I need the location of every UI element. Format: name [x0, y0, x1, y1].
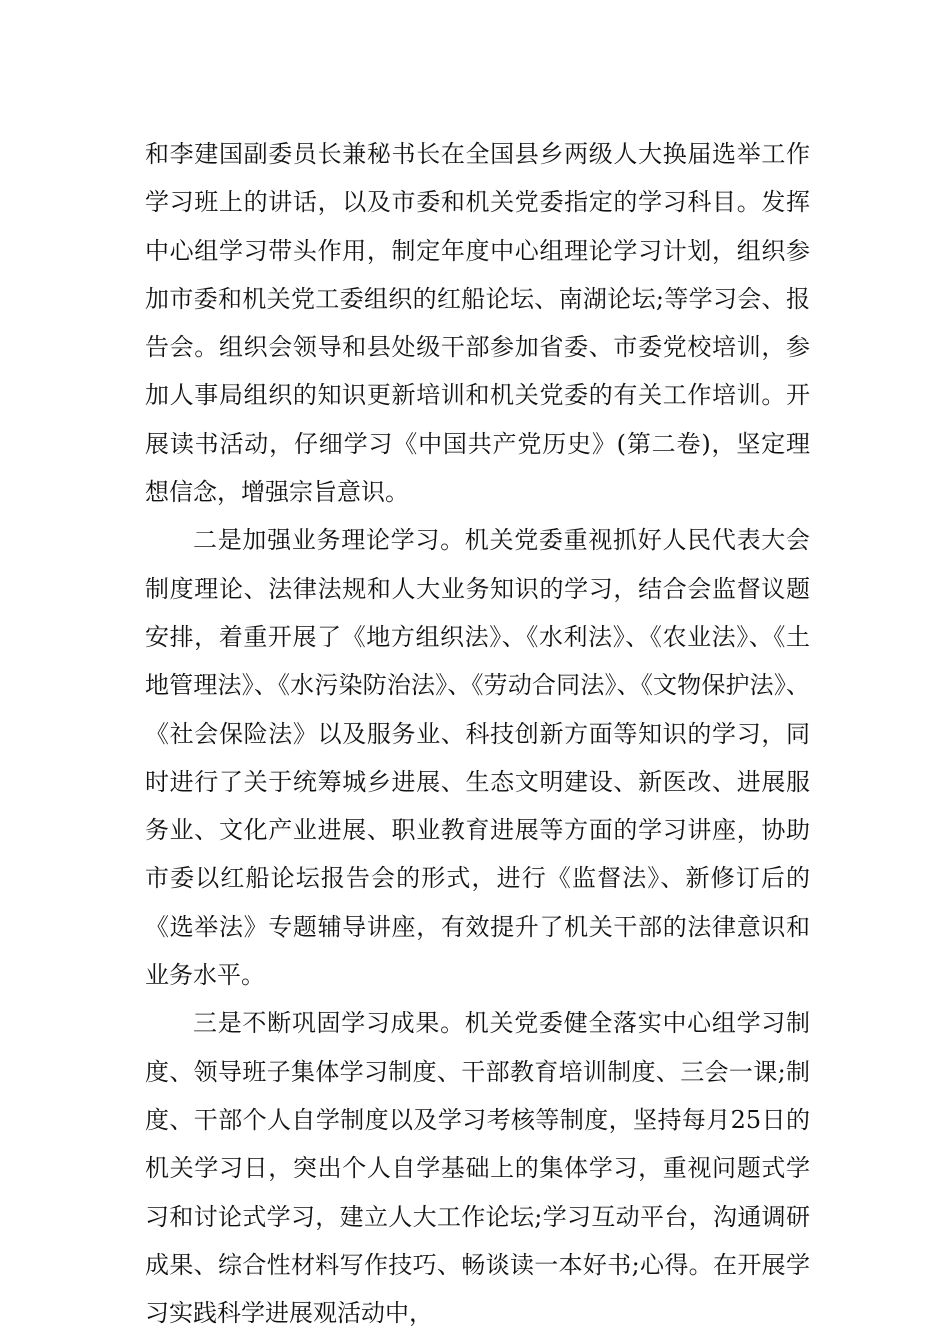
paragraph-business-theory-study: 二是加强业务理论学习。机关党委重视抓好人民代表大会制度理论、法律法规和人大业务知识的学习，结合会监督议题安排，着重开展了《地方组织法》、《水利法》、《农业法》、《土地管理法》、《水污染防治法》、《劳动合同法》、《文物保护法》、《社会保险法》以及服务业、科技创新方面等知识的学习，同时进行了关于统筹城乡进展、生态文明建设、新医改、进展服务业、文化产业进展、职业教育进展等方面的学习讲座，协助市委以红船论坛报告会的形式，进行《监督法》、新修订后的《选举法》专题辅导讲座，有效提升了机关干部的法律意识和业务水平。: [145, 526, 810, 990]
paragraph-continuation: 和李建国副委员长兼秘书长在全国县乡两级人大换届选举工作学习班上的讲话，以及市委和机关党委指定的学习科目。发挥中心组学习带头作用，制定年度中心组理论学习计划，组织参加市委和机关党工委组织的红船论坛、南湖论坛;等学习会、报告会。组织会领导和县处级干部参加省委、市委党校培训，参加人事局组织的知识更新培训和机关党委的有关工作培训。开展读书活动，仔细学习《中国共产党历史》(第二卷)，坚定理想信念，增强宗旨意识。: [145, 140, 810, 507]
document-body: [145, 130, 810, 1337]
paragraph-consolidate-learning-results: 三是不断巩固学习成果。机关党委健全落实中心组学习制度、领导班子集体学习制度、干部教育培训制度、三会一课;制度、干部个人自学制度以及学习考核等制度，坚持每月25日的机关学习日，突出个人自学基础上的集体学习，重视问题式学习和讨论式学习，建立人大工作论坛;学习互动平台，沟通调研成果、综合性材料写作技巧、畅谈读一本好书;心得。在开展学习实践科学进展观活动中，: [145, 1009, 810, 1328]
